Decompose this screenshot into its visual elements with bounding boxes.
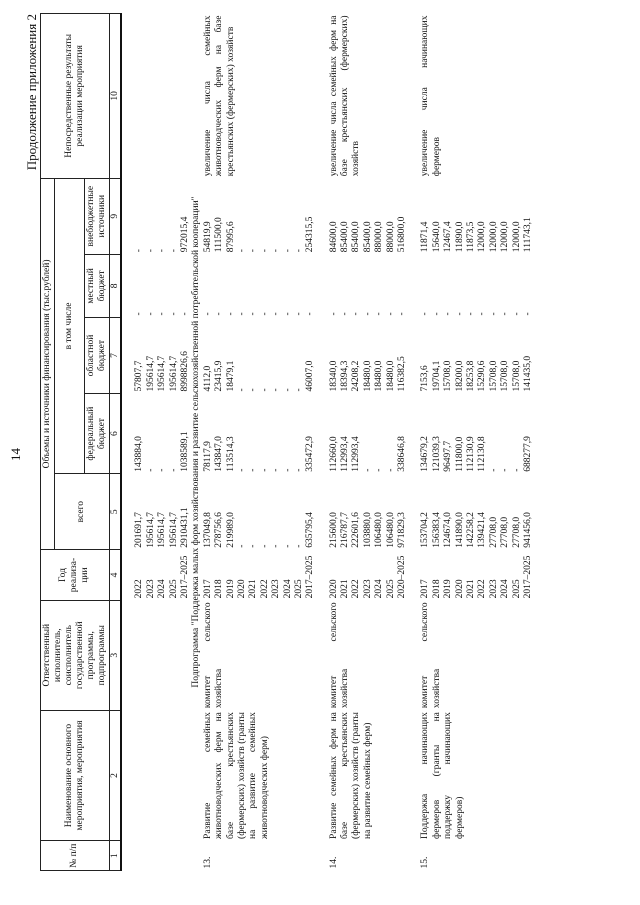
value-cell: - (248, 249, 259, 253)
value-cell: 15640,0 (431, 221, 442, 253)
value-cell: 195614,7 (168, 512, 179, 548)
header-including: в том числе (54, 178, 84, 474)
header-regional: областной бюджет (84, 318, 109, 394)
value-cell: 121039,3 (431, 436, 442, 472)
value-cell: 335472,9 (305, 436, 316, 472)
value-cell: - (374, 468, 385, 472)
value-cell: 2018 (214, 579, 225, 599)
value-cell: 143884,0 (134, 436, 145, 472)
value-cell: 54819,9 (202, 221, 213, 253)
value-cell: 2017 (420, 579, 431, 599)
row-extra (420, 178, 534, 254)
value-cell: 141890,0 (454, 512, 465, 548)
value-cell: - (500, 468, 511, 472)
value-cell: 112993,4 (340, 436, 351, 472)
header-federal: федеральный бюджет (84, 394, 109, 474)
value-cell: 15708,0 (443, 360, 454, 392)
value-cell: - (168, 468, 179, 472)
value-cell: 195614,7 (157, 512, 168, 548)
value-cell: 2025 (293, 579, 304, 599)
value-cell: 4112,0 (202, 365, 213, 392)
row-number: 13. (202, 856, 213, 869)
value-cell: 141435,0 (522, 355, 533, 392)
value-cell: 12000,0 (511, 221, 522, 253)
row-federal (420, 394, 534, 474)
value-cell: 11871,4 (420, 221, 431, 253)
value-cell: 84600,0 (328, 221, 339, 253)
value-cell: 27708,0 (511, 516, 522, 548)
value-cell: 2021 (248, 579, 259, 599)
value-cell: - (236, 544, 247, 548)
col-number: 10 (109, 14, 121, 179)
value-cell: - (340, 312, 351, 316)
value-cell: - (271, 312, 282, 316)
value-cell: - (259, 312, 270, 316)
value-cell: - (328, 312, 339, 316)
value-cell: 941456,0 (522, 512, 533, 548)
value-cell: - (293, 249, 304, 253)
value-cell: 18253,8 (466, 360, 476, 392)
row-number: 14. (328, 856, 339, 869)
program-row (420, 14, 534, 871)
value-cell: 338646,8 (397, 436, 408, 472)
page-number: 14 (8, 448, 23, 461)
row-extra (203, 178, 317, 254)
value-cell: 2022 (134, 579, 145, 599)
value-cell: 18480,0 (385, 360, 396, 392)
value-cell: 195614,7 (145, 512, 156, 548)
value-cell: - (293, 544, 304, 548)
row-name: Развитие семейных ферм на базе крестьянских (фермерских) хозяйств (гранты на развитие семейных ферм) (328, 712, 373, 839)
value-cell: 7153,6 (420, 365, 431, 392)
value-cell: 2019 (225, 579, 236, 599)
header-year: Год реализа-ции (41, 550, 110, 601)
value-cell: 11890,0 (454, 221, 465, 253)
row-total (203, 474, 317, 550)
value-cell: 222601,6 (351, 512, 362, 548)
value-cell: - (202, 312, 213, 316)
value-cell: - (134, 249, 145, 253)
value-cell: 254315,5 (305, 216, 316, 253)
value-cell: 85400,0 (340, 221, 351, 253)
value-cell: 116382,5 (397, 356, 408, 392)
value-cell: - (157, 468, 168, 472)
value-cell: 2910431,1 (180, 507, 191, 548)
value-cell: 85400,0 (351, 221, 362, 253)
col-number: 6 (109, 394, 121, 474)
value-cell: - (214, 312, 225, 316)
value-cell: - (293, 388, 304, 392)
value-cell: 112660,0 (328, 436, 339, 472)
row-regional (329, 318, 409, 394)
value-cell: 18479,1 (225, 360, 236, 392)
col-number: 5 (109, 474, 121, 550)
col-number: 4 (109, 550, 121, 601)
value-cell: - (236, 468, 247, 472)
value-cell: 112130,9 (466, 436, 476, 472)
row-result: увеличение числа семейных ферм на базе крестьянских (фермерских) хозяйств (328, 15, 362, 177)
program-row (329, 14, 409, 871)
value-cell: 18480,0 (362, 360, 373, 392)
value-cell: - (236, 388, 247, 392)
value-cell: - (522, 312, 533, 316)
value-cell: 142258,2 (466, 512, 476, 548)
value-cell: 2017 (202, 579, 213, 599)
value-cell: 124674,0 (443, 512, 454, 548)
value-cell: 2023 (145, 579, 156, 599)
subprogram-title: Подпрограмма "Поддержка малых форм хозяйствования и развитие сельскохозяйственной потребительской кооперации" (191, 196, 202, 688)
value-cell: - (362, 468, 373, 472)
value-cell: 134679,2 (420, 436, 431, 472)
value-cell: 2023 (362, 579, 373, 599)
value-cell: 111743,1 (522, 217, 533, 253)
value-cell: 88000,0 (385, 221, 396, 253)
carry-federal (134, 396, 191, 472)
program-row (203, 14, 317, 871)
value-cell: 516800,0 (397, 216, 408, 253)
header-extrabudget: внебюджетные источники (84, 178, 109, 254)
carry-extra (134, 180, 191, 252)
value-cell: 11873,5 (466, 221, 476, 253)
value-cell: - (157, 312, 168, 316)
row-local (420, 254, 534, 317)
value-cell: 12000,0 (488, 221, 499, 253)
value-cell: 195614,7 (145, 355, 156, 392)
value-cell: 23415,9 (214, 360, 225, 392)
value-cell: 2024 (500, 579, 511, 599)
value-cell: - (443, 312, 454, 316)
value-cell: 112130,8 (477, 436, 488, 472)
row-extra (329, 178, 409, 254)
value-cell: 2019 (443, 579, 454, 599)
value-cell: - (271, 249, 282, 253)
value-cell: 96497,7 (443, 440, 454, 472)
carry-years (134, 552, 191, 599)
value-cell: 2020 (454, 579, 465, 599)
header-financing-group: Объемы и источники финансирования (тыс.рублей) (41, 178, 55, 549)
col-number: 8 (109, 254, 121, 317)
row-federal (329, 394, 409, 474)
value-cell: 195614,7 (168, 355, 179, 392)
value-cell: 12467,4 (443, 221, 454, 253)
value-cell: 972015,4 (180, 216, 191, 253)
value-cell: - (259, 468, 270, 472)
value-cell: - (488, 468, 499, 472)
value-cell: - (477, 312, 488, 316)
value-cell: 24208,2 (351, 360, 362, 392)
value-cell: - (351, 312, 362, 316)
value-cell: - (145, 312, 156, 316)
value-cell: 137049,8 (202, 512, 213, 548)
value-cell: 103880,0 (362, 512, 373, 548)
carry-over-row (134, 14, 191, 871)
value-cell: 2017–2025 (305, 555, 316, 599)
value-cell: 139421,4 (477, 512, 488, 548)
value-cell: - (488, 312, 499, 316)
program-rows (203, 14, 535, 871)
row-years (329, 550, 409, 601)
row-responsible: комитет сельского хозяйства (202, 602, 225, 709)
value-cell: - (282, 249, 293, 253)
value-cell: - (248, 312, 259, 316)
value-cell: - (248, 468, 259, 472)
row-responsible: комитет сельского хозяйства (420, 602, 442, 709)
value-cell: 85400,0 (362, 221, 373, 253)
value-cell: - (259, 249, 270, 253)
value-cell: 106480,0 (374, 512, 385, 548)
row-total (420, 474, 534, 550)
value-cell: - (236, 249, 247, 253)
value-cell: 18480,0 (374, 360, 385, 392)
row-federal (203, 394, 317, 474)
value-cell: - (293, 468, 304, 472)
value-cell: 27708,0 (488, 516, 499, 548)
value-cell: 111800,0 (454, 436, 465, 472)
value-cell: - (293, 312, 304, 316)
value-cell: 2025 (511, 579, 522, 599)
value-cell: 18340,0 (328, 360, 339, 392)
header-results: Непосредственные результаты реализации мероприятия (41, 14, 110, 179)
value-cell: 87995,6 (225, 221, 236, 253)
col-number: 1 (109, 841, 121, 871)
value-cell: 2020–2025 (397, 555, 408, 599)
value-cell: 219989,0 (225, 512, 236, 548)
header-responsible: Ответственный исполнитель, соисполнитель государственной программы, подпрограммы (41, 600, 110, 710)
value-cell: 106480,0 (385, 512, 396, 548)
col-number: 7 (109, 318, 121, 394)
value-cell: 2021 (340, 579, 351, 599)
value-cell: 18394,3 (340, 360, 351, 392)
row-result: увеличение числа семейных животноводческих ферм на базе крестьянских (фермерских) хозяйств (202, 15, 236, 177)
column-numbers-row (109, 14, 121, 871)
value-cell: 46007,0 (305, 360, 316, 392)
value-cell: - (305, 312, 316, 316)
value-cell: 18200,0 (454, 360, 465, 392)
value-cell: - (157, 249, 168, 253)
value-cell: 215600,0 (328, 512, 339, 548)
value-cell: - (397, 312, 408, 316)
financing-table (40, 13, 534, 871)
value-cell: 2021 (466, 579, 476, 599)
header-local: местный бюджет (84, 254, 109, 317)
value-cell: - (466, 312, 476, 316)
value-cell: 2020 (236, 579, 247, 599)
value-cell: - (374, 312, 385, 316)
value-cell: - (236, 312, 247, 316)
value-cell: - (385, 312, 396, 316)
value-cell: - (145, 468, 156, 472)
value-cell: 201691,7 (134, 512, 145, 548)
value-cell: 635795,4 (305, 512, 316, 548)
col-number: 9 (109, 178, 121, 254)
row-local (203, 254, 317, 317)
carry-local (134, 256, 191, 315)
row-name: Развитие семейных животноводческих ферм на базе крестьянских (фермерских) хозяйств (гранты на развитие семейных животноводческих ферм) (202, 712, 270, 839)
value-cell: 1038589,1 (180, 431, 191, 472)
value-cell: - (168, 312, 179, 316)
value-cell: 216787,7 (340, 512, 351, 548)
value-cell: - (431, 312, 442, 316)
value-cell: 12000,0 (477, 221, 488, 253)
value-cell: - (259, 388, 270, 392)
value-cell: - (248, 388, 259, 392)
value-cell: - (362, 312, 373, 316)
value-cell: 57807,7 (134, 360, 145, 392)
value-cell: - (500, 312, 511, 316)
value-cell: - (511, 468, 522, 472)
value-cell: - (168, 249, 179, 253)
value-cell: 2017–2025 (522, 555, 533, 599)
value-cell: 2018 (431, 579, 442, 599)
value-cell: 153704,2 (420, 512, 431, 548)
value-cell: 2024 (374, 579, 385, 599)
row-total (329, 474, 409, 550)
value-cell: - (282, 388, 293, 392)
value-cell: 8998826,6 (180, 351, 191, 392)
value-cell: 195614,7 (157, 355, 168, 392)
value-cell: 15708,0 (511, 360, 522, 392)
value-cell: - (259, 544, 270, 548)
row-local (329, 254, 409, 317)
value-cell: 688277,9 (522, 436, 533, 472)
value-cell: - (271, 544, 282, 548)
value-cell: - (271, 388, 282, 392)
carry-regional (134, 320, 191, 392)
value-cell: - (385, 468, 396, 472)
value-cell: 2023 (488, 579, 499, 599)
value-cell: 111500,0 (214, 217, 225, 253)
value-cell: - (511, 312, 522, 316)
continuation-label: Продолжение приложения 2 (24, 14, 39, 171)
value-cell: 2025 (168, 579, 179, 599)
row-number: 15. (420, 856, 431, 869)
header-total: всего (54, 474, 109, 550)
value-cell: 112993,4 (351, 436, 362, 472)
row-responsible: комитет сельского хозяйства (328, 602, 351, 709)
value-cell: 2022 (351, 579, 362, 599)
value-cell: - (271, 468, 282, 472)
row-regional (203, 318, 317, 394)
value-cell: - (225, 312, 236, 316)
row-years (203, 550, 317, 601)
value-cell: - (145, 249, 156, 253)
value-cell: 78117,9 (202, 441, 213, 472)
value-cell: 143847,0 (214, 436, 225, 472)
value-cell: 27708,0 (500, 516, 511, 548)
value-cell: 2017–2025 (180, 555, 191, 599)
row-result: увеличение числа начинающих фермеров (420, 15, 442, 177)
value-cell: - (180, 312, 191, 316)
value-cell: 2022 (259, 579, 270, 599)
value-cell: 12000,0 (500, 221, 511, 253)
value-cell: 113514,3 (225, 436, 236, 472)
value-cell: 156383,4 (431, 512, 442, 548)
value-cell: 88000,0 (374, 221, 385, 253)
value-cell: 971829,3 (397, 512, 408, 548)
value-cell: - (282, 468, 293, 472)
header-name: Наименование основного мероприятия, мероприятия (41, 710, 110, 841)
value-cell: 15708,0 (488, 360, 499, 392)
value-cell: 2023 (271, 579, 282, 599)
value-cell: 15290,6 (477, 360, 488, 392)
value-cell: 2025 (385, 579, 396, 599)
value-cell: 2024 (157, 579, 168, 599)
value-cell: - (248, 544, 259, 548)
value-cell: - (134, 312, 145, 316)
value-cell: 2022 (477, 579, 488, 599)
value-cell: 2024 (282, 579, 293, 599)
carry-total (134, 476, 191, 548)
row-years (420, 550, 534, 601)
col-number: 2 (109, 710, 121, 841)
col-number: 3 (109, 600, 121, 710)
value-cell: 278756,6 (214, 512, 225, 548)
row-regional (420, 318, 534, 394)
value-cell: 19704,1 (431, 360, 442, 392)
value-cell: 2020 (328, 579, 339, 599)
value-cell: - (282, 312, 293, 316)
header-num: № п/п (41, 841, 110, 871)
row-name: Поддержка начинающих фермеров (гранты на поддержку начинающих фермеров) (420, 712, 465, 839)
value-cell: - (420, 312, 431, 316)
value-cell: 15708,0 (500, 360, 511, 392)
value-cell: - (454, 312, 465, 316)
value-cell: - (282, 544, 293, 548)
